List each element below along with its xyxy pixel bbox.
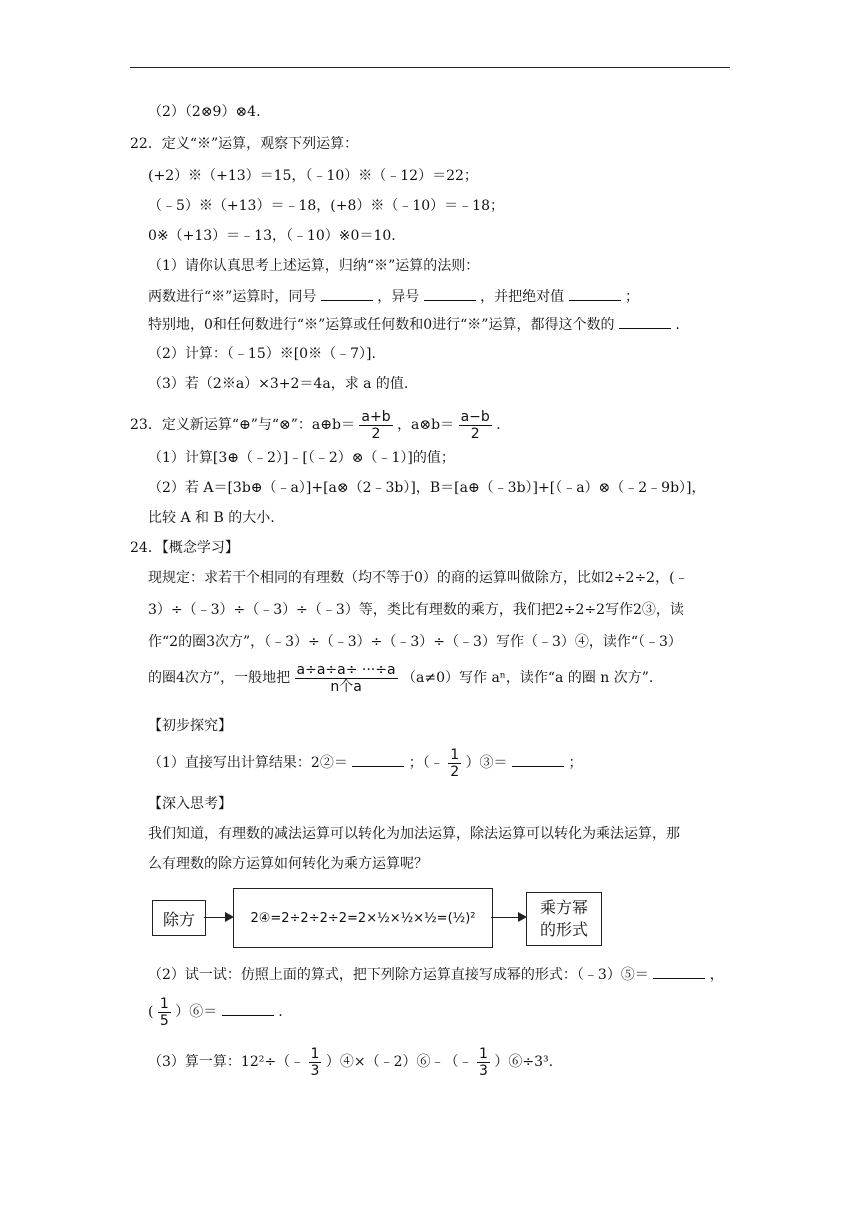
q23-title	[130, 408, 501, 442]
q24-3-pre: （3）算一算：12²÷（﹣	[148, 1054, 305, 1070]
q24-para2: 3）÷（﹣3）÷（﹣3）÷（﹣3）等，类比有理数的乘方，我们把2÷2÷2写作2③，读	[148, 602, 684, 618]
q22-1a-end: ；	[625, 289, 640, 305]
numerator: a÷a÷a÷ ···÷a	[296, 661, 396, 678]
numerator: a−b	[460, 408, 490, 425]
q22-1b-pre: 特别地，0和任何数进行“※”运算或任何数和0进行“※”运算，都得这个数的	[148, 317, 615, 333]
q22-part1: （1）请你认真思考上述运算，归纳“※”运算的法则：	[148, 258, 480, 274]
q24-1-pre: （1）直接写出计算结果：2②＝	[148, 755, 348, 771]
fraction-a-minus-b	[459, 409, 492, 442]
answer-blank[interactable]	[321, 286, 373, 301]
fraction-a-plus-b	[359, 409, 392, 442]
q22-part2: （2）计算：（﹣15）※[0※（﹣7）].	[148, 346, 376, 362]
fraction-n-a	[295, 662, 398, 695]
answer-blank[interactable]	[512, 752, 564, 767]
q23-pre: 23．定义新运算“⊕”与“⊗”：a⊕b＝	[130, 417, 355, 433]
q24-1-end: ；	[568, 755, 583, 771]
answer-blank[interactable]	[653, 964, 705, 979]
q24-part3	[148, 1042, 553, 1082]
diagram-box-division-power	[152, 900, 206, 936]
q24-para5: 我们知道，有理数的减法运算可以转化为加法运算，除法运算可以转化为乘法运算，那	[148, 826, 680, 842]
q23-end: .	[496, 417, 501, 433]
q23-part2-cont: 比较 A 和 B 的大小.	[148, 510, 275, 526]
diagram-left-label: 除方	[162, 909, 195, 929]
q24-2b-pre: (	[148, 1004, 154, 1020]
q24-2b-end: .	[278, 1004, 283, 1020]
q24-para1: 现规定：求若干个相同的有理数（均不等于0）的商的运算叫做除方，比如2÷2÷2，(﹣	[148, 570, 689, 586]
denominator: 5	[159, 1012, 169, 1029]
fraction-one-third-2	[477, 1046, 490, 1079]
diagram-box-conversion	[233, 888, 493, 948]
q24-para6: 么有理数的除方运算如何转化为乘方运算呢？	[148, 856, 428, 872]
denominator: 2	[371, 425, 381, 442]
q24-2-pre: （2）试一试：仿照上面的算式，把下列除方运算直接写成幂的形式：（﹣3）⑤＝	[148, 967, 649, 983]
q24-3-mid: ）④×（﹣2）⑥﹣（﹣	[325, 1054, 473, 1070]
q24-part2-cont	[148, 992, 283, 1032]
fraction-one-third	[309, 1046, 322, 1079]
q24-para3: 作“2的圈3次方”，（﹣3）÷（﹣3）÷（﹣3）÷（﹣3）写作（﹣3）④，读作“（﹣3）	[148, 634, 682, 650]
fraction-one-fifth	[158, 996, 171, 1029]
q24-2-end: ，	[709, 967, 724, 983]
numerator: 1	[310, 1045, 320, 1062]
answer-blank[interactable]	[619, 314, 671, 329]
q22-1b-end: .	[675, 317, 680, 333]
q24-title: 24．【概念学习】	[130, 540, 239, 556]
diagram-box-power-form	[526, 892, 602, 946]
denominator: n个a	[330, 678, 362, 695]
section-deep-thinking: 【深入思考】	[148, 796, 232, 812]
diagram-right-line1: 乘方幂	[539, 898, 588, 917]
q24-p4-end: （a≠0）写作 aⁿ，读作“a 的圈 n 次方”.	[402, 670, 654, 686]
diagram-right-line2: 的形式	[539, 920, 588, 939]
denominator: 3	[310, 1062, 320, 1079]
numerator: 1	[450, 746, 460, 763]
q22-title: 22．定义“※”运算，观察下列运算：	[130, 136, 359, 152]
q24-2b-mid: ）⑥＝	[175, 1004, 218, 1020]
q22-1a-mid2: ，并把绝对值	[480, 289, 565, 305]
answer-blank[interactable]	[352, 752, 404, 767]
q21-part2: （2）（2⊗9）⊗4.	[148, 104, 261, 120]
numerator: a+b	[361, 408, 391, 425]
denominator: 2	[470, 425, 480, 442]
q24-para4	[148, 658, 653, 698]
answer-blank[interactable]	[424, 286, 476, 301]
section-initial-exploration: 【初步探究】	[148, 718, 232, 734]
q23-part2: （2）若 A＝[3b⊕（﹣a）]+[a⊗（2﹣3b）]，B＝[a⊕（﹣3b）]+[（﹣a）⊗（﹣2﹣9b）]，	[148, 480, 706, 496]
q22-example-c: 0※（+13）＝﹣13，（﹣10）※0＝10.	[148, 228, 396, 244]
answer-blank[interactable]	[222, 1001, 274, 1016]
denominator: 2	[450, 763, 460, 780]
q24-part2	[148, 964, 724, 985]
q24-part1	[148, 744, 582, 782]
answer-blank[interactable]	[569, 286, 621, 301]
denominator: 3	[479, 1062, 488, 1079]
q24-3-end: ）⑥÷3³.	[494, 1054, 554, 1070]
diagram-middle-formula: 2④=2÷2÷2÷2=2×½×½×½=(½)²	[250, 910, 476, 926]
numerator: 1	[159, 995, 169, 1012]
q23-part1: （1）计算[3⊕（﹣2）]﹣[（﹣2）⊗（﹣1）]的值；	[148, 450, 455, 466]
numerator: 1	[479, 1045, 488, 1062]
q22-1a-pre: 两数进行“※”运算时，同号	[148, 289, 317, 305]
q24-p4-pre: 的圈4次方”，一般地把	[148, 670, 291, 686]
q22-example-a: (+2）※（+13）＝15，（﹣10）※（﹣12）＝22；	[148, 168, 478, 184]
q22-part1-special	[148, 314, 680, 335]
fraction-half	[448, 747, 461, 780]
q22-1a-mid: ，异号	[377, 289, 420, 305]
q22-part3: （3）若（2※a）×3+2＝4a，求 a 的值.	[148, 376, 409, 392]
diagram-arrow-2	[491, 917, 525, 918]
header-rule	[130, 67, 730, 68]
q23-mid: ，a⊗b＝	[397, 417, 455, 433]
q24-1-mid2: ）③＝	[465, 755, 508, 771]
q24-1-mid: ；（﹣	[408, 755, 444, 771]
q22-example-b: （﹣5）※（+13）＝﹣18，(+8）※（﹣10）＝﹣18；	[148, 198, 504, 214]
q22-part1-rule	[148, 286, 639, 307]
diagram-arrow-1	[204, 917, 232, 918]
